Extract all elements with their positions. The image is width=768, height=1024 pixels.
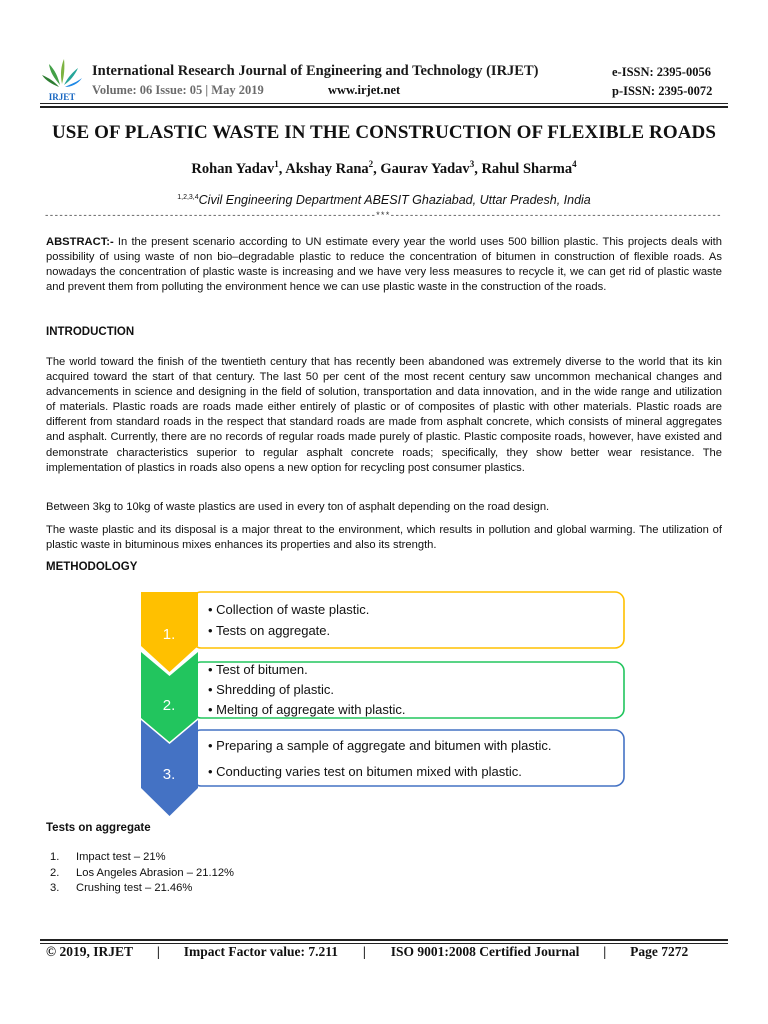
abstract [46, 235, 722, 295]
step-3-number: 3. [162, 766, 176, 783]
step-3-item: • Conducting varies test on bitumen mixed with plastic. [208, 764, 522, 779]
irjet-logo [40, 56, 84, 102]
methodology-diagram [138, 588, 630, 820]
abstract-text: In the present scenario according to UN estimate every year the world uses 500 billion plastic. This projects deals with possibility of using waste of non bio–degradable plastic to reduce the concentration of bitumen in construction of flexible roads. As nowadays the concentration of plastic waste is increasing and we have very less measures to recycle it, we can get rid of plastic waste and prevent them from polluting the environment hence we can use plastic waste in the construction of the roads. [46, 236, 722, 294]
list-item-text: Crushing test – 21.46% [76, 882, 193, 894]
step-1-number: 1. [162, 626, 176, 643]
author-sup: 4 [572, 159, 577, 169]
author-name: Rohan Yadav [191, 160, 275, 177]
step-1-box [192, 592, 624, 648]
affiliation-text: Civil Engineering Department ABESIT Ghaziabad, Uttar Pradesh, India [198, 193, 591, 207]
tests-list [46, 850, 234, 897]
section-separator: ---------------------------------------------------------------------***--------------------------------------------------------------------- [44, 211, 721, 221]
affiliation-sup: 1,2,3,4 [177, 193, 199, 201]
footer-separator: | [362, 944, 366, 959]
paper-title: USE OF PLASTIC WASTE IN THE CONSTRUCTION OF FLEXIBLE ROADS [51, 122, 717, 143]
list-item-text: Los Angeles Abrasion – 21.12% [76, 866, 234, 879]
step-3-item: • Preparing a sample of aggregate and bitumen with plastic. [208, 738, 552, 753]
logo-wordmark: IRJET [48, 92, 76, 102]
header-rule [40, 103, 728, 104]
journal-name: International Research Journal of Engineering and Technology (IRJET) [92, 63, 539, 79]
introduction-heading: INTRODUCTION [46, 326, 135, 338]
footer-separator: | [156, 944, 160, 959]
step-1-item: • Tests on aggregate. [208, 623, 331, 638]
affiliation [0, 193, 768, 207]
header-rule-thick [40, 106, 728, 108]
step-2-item: • Melting of aggregate with plastic. [208, 702, 406, 717]
footer-iso: ISO 9001:2008 Certified Journal [390, 944, 580, 959]
list-item-number: 1. [50, 851, 60, 863]
journal-website-link[interactable]: www.irjet.net [328, 83, 401, 97]
footer-page-number: Page 7272 [630, 944, 689, 959]
step-2-item: • Test of bitumen. [208, 662, 308, 677]
abstract-label: ABSTRACT:- [46, 236, 114, 248]
list-item [46, 850, 234, 866]
author-name: Akshay Rana [285, 160, 369, 177]
volume-issue: Volume: 06 Issue: 05 | May 2019 [92, 83, 264, 97]
list-item [46, 866, 234, 882]
step-2-number: 2. [162, 697, 176, 714]
author-name: Rahul Sharma [481, 160, 573, 177]
introduction-paragraph: Between 3kg to 10kg of waste plastics are used in every ton of asphalt depending on the road design. [46, 501, 550, 513]
list-item [46, 881, 234, 897]
author-list: Rohan Yadav$^1$, Akshay Rana$^2$, Gaurav Yadav$^3$, Rahul Sharma$^4$ [191, 159, 577, 177]
list-item-text: Impact test – 21% [76, 851, 166, 863]
step-1-item: • Collection of waste plastic. [208, 602, 370, 617]
methodology-heading: METHODOLOGY [46, 561, 138, 573]
footer-impact-factor: Impact Factor value: 7.211 [183, 944, 338, 959]
list-item-number: 2. [50, 866, 60, 879]
author-sup: 2 [368, 159, 374, 169]
tests-heading: Tests on aggregate [46, 822, 151, 834]
introduction-paragraph: The world toward the finish of the twentieth century that has recently been abandoned was extremely diverse to the world that its kin acquired toward the start of that century. The last 50 per cent of the most recent century saw uncommon mechanical changes and advancements in science and designing in the field of solution, transportation and data innovation, and in the wide range and utilization of materials. Plastic roads are roads made either entirely of plastic or of composites of plastic with other materials. Plastic roads are different from standard roads in the respect that standard roads are made from asphalt concrete, which consists of mineral aggregates and asphalt. Currently, there are no records of regular roads made purely of plastic. Plastic composite roads, however, have existed and demonstrate characteristics superior to regular asphalt concrete roads; specifically, they show better wear resistance. The implementation of plastics in roads also opens a new option for recycling post consumer plastics. [46, 356, 722, 474]
footer-rule-thick [40, 939, 728, 941]
step-2-item: • Shredding of plastic. [208, 682, 334, 697]
author-name: Gaurav Yadav [380, 160, 470, 177]
p-issn: p-ISSN: 2395-0072 [612, 84, 713, 98]
introduction-paragraph: The waste plastic and its disposal is a major threat to the environment, which results in pollution and global warming. The utilization of plastic waste in bituminous mixes enhances its properties and also its strength. [46, 524, 722, 552]
page-footer [46, 944, 688, 960]
e-issn: e-ISSN: 2395-0056 [612, 65, 711, 79]
footer-separator: | [603, 944, 607, 959]
author-sup: 1 [274, 159, 279, 169]
list-item-number: 3. [50, 882, 60, 894]
author-sup: 3 [469, 159, 475, 169]
footer-copyright: © 2019, IRJET [46, 944, 133, 959]
